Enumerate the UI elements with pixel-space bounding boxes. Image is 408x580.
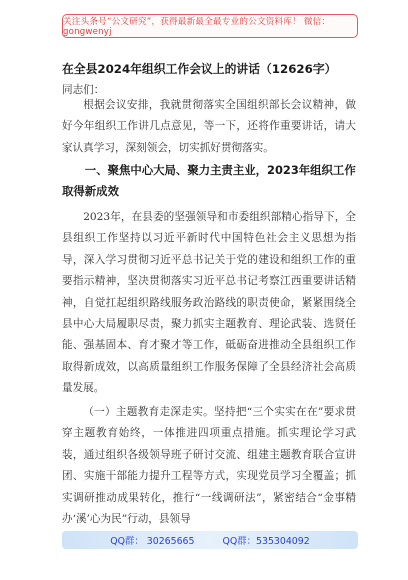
qq-group-2: QQ群：535304092 xyxy=(222,536,310,547)
promo-banner-text: 关注头条号“公文研究”，获得最新最全最专业的公文资料库！ 微信：gongwenyj xyxy=(63,17,331,37)
body-paragraph: （一）主题教育走深走实。坚持把“三个实实在在”要求贯穿主题教育始终，一体推进四项重点措施。抓实理论学习武装，通过组织各级领导班子研讨交流、组建主题教育联合宣讲团、实施干部能力提升工程等方式，实现党员学习全覆盖；抓实调研推动成果转化，推行“一线调研法”，紧密结合“金事精办‘溪’心为民”行动，县领导 xyxy=(62,406,356,526)
greeting: 同志们： xyxy=(62,84,105,96)
intro-paragraph: 根据会议安排，我就贯彻落实全国组织部长会议精神，做好今年组织工作讲几点意见，等一下，还将作重要讲话，请大家认真学习，深刻领会，切实抓好贯彻落实。 xyxy=(62,99,356,154)
section-heading: 一、聚焦中心大局、聚力主责主业，2023年组织工作取得新成效 xyxy=(62,163,356,199)
promo-banner[interactable] xyxy=(62,14,358,38)
footer-qq-bar xyxy=(62,531,358,549)
body-paragraph: 2023年，在县委的坚强领导和市委组织部精心指导下，全县组织工作坚持以习近平新时代中国特色社会主义思想为指导，深入学习贯彻习近平总书记关于党的建设和组织工作的重要指示精神，坚决贯彻落实习近平总书记考察江西重要讲话精神，自觉扛起组织路线服务政治路线的职责使命，紧紧围绕全县中心大局履职尽责，聚力抓实主题教育、理论武装、选贤任能、强基固本、育才聚才等工作，砥砺奋进推动全县组织工作取得新成效，以高质量组织工作服务保障了全县经济社会高质量发展。 xyxy=(62,211,356,395)
document-title: 在全县2024年组织工作会议上的讲话（12626字） xyxy=(62,62,337,76)
qq-group-1: QQ群： 30265665 xyxy=(110,536,195,547)
